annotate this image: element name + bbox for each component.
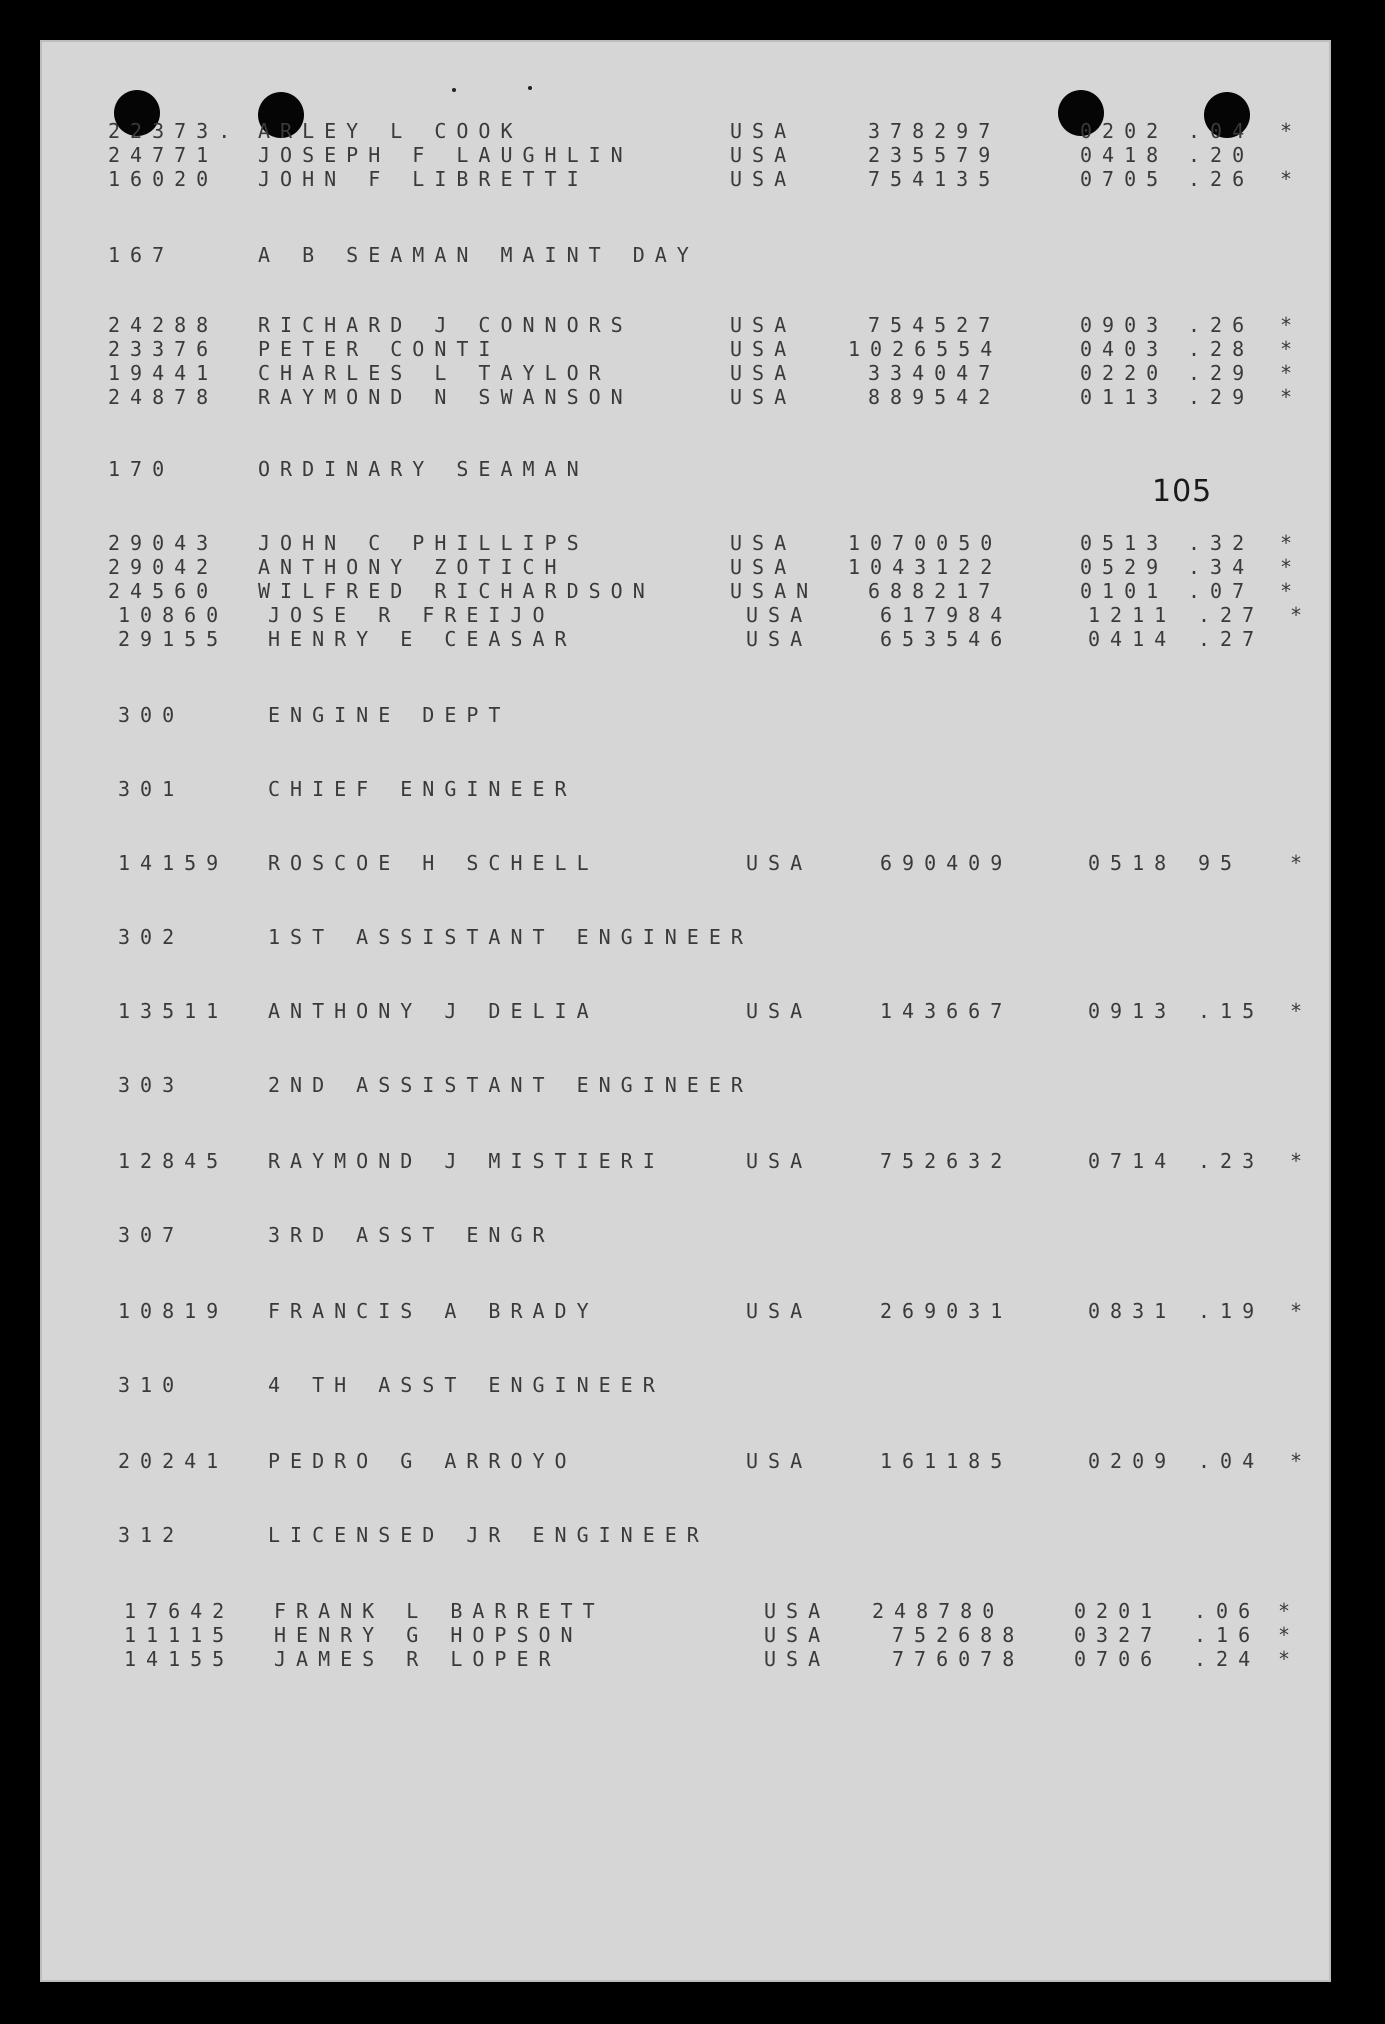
record-id: 24560 — [108, 579, 219, 603]
record-code: 0418 — [1080, 143, 1169, 167]
section-heading — [118, 702, 511, 728]
record-row — [118, 850, 1313, 876]
document-page — [40, 40, 1331, 1982]
record-citizenship: USA — [746, 1449, 813, 1473]
record-mark: * — [1280, 167, 1303, 191]
record-number: 269031 — [880, 1299, 1013, 1323]
record-code: 0201 — [1074, 1599, 1163, 1623]
record-mark: * — [1280, 313, 1303, 337]
record-mark: * — [1280, 361, 1303, 385]
record-citizenship: USA — [746, 851, 813, 875]
record-id: 20241 — [118, 1449, 229, 1473]
record-value: .15 — [1198, 999, 1265, 1023]
record-citizenship: USA — [730, 313, 797, 337]
section-code: 300 — [118, 703, 185, 727]
record-row — [108, 360, 1303, 386]
record-name: JOSEPH F LAUGHLIN — [258, 143, 633, 167]
record-mark: * — [1280, 119, 1303, 143]
section-code: 170 — [108, 457, 175, 481]
record-code: 0209 — [1088, 1449, 1177, 1473]
record-value: .23 — [1198, 1149, 1265, 1173]
section-heading — [118, 776, 577, 802]
record-code: 0706 — [1074, 1647, 1163, 1671]
record-id: 23376 — [108, 337, 219, 361]
record-id: 19441 — [108, 361, 219, 385]
record-value: .19 — [1198, 1299, 1265, 1323]
section-code: 303 — [118, 1073, 185, 1097]
record-citizenship: USA — [746, 603, 813, 627]
record-mark: * — [1280, 337, 1303, 361]
record-id: 14159 — [118, 851, 229, 875]
record-number: 754527 — [868, 313, 1001, 337]
section-code: 302 — [118, 925, 185, 949]
section-title: LICENSED JR ENGINEER — [268, 1523, 709, 1547]
record-code: 0831 — [1088, 1299, 1177, 1323]
section-title: CHIEF ENGINEER — [268, 777, 577, 801]
record-number: 161185 — [880, 1449, 1013, 1473]
record-mark: * — [1290, 1299, 1313, 1323]
record-id: 16020 — [108, 167, 219, 191]
record-name: HENRY E CEASAR — [268, 627, 577, 651]
record-number: 235579 — [868, 143, 1001, 167]
record-id: 24288 — [108, 313, 219, 337]
record-row — [108, 578, 1303, 604]
record-citizenship: USA — [730, 119, 797, 143]
record-name: RAYMOND N SWANSON — [258, 385, 633, 409]
record-value: .29 — [1188, 361, 1255, 385]
section-heading — [118, 1222, 555, 1248]
record-name: ANTHONY ZOTICH — [258, 555, 567, 579]
record-row — [108, 142, 1255, 168]
record-row — [108, 166, 1303, 192]
record-number: 1043122 — [848, 555, 1003, 579]
record-number: 776078 — [892, 1647, 1025, 1671]
record-value: .06 — [1194, 1599, 1261, 1623]
record-row — [108, 530, 1303, 556]
record-code: 0113 — [1080, 385, 1169, 409]
record-value: .26 — [1188, 167, 1255, 191]
record-name: HENRY G HOPSON — [274, 1623, 583, 1647]
record-name: ANTHONY J DELIA — [268, 999, 599, 1023]
record-code: 0101 — [1080, 579, 1169, 603]
record-number: 690409 — [880, 851, 1013, 875]
record-row — [124, 1598, 1301, 1624]
record-name: CHARLES L TAYLOR — [258, 361, 611, 385]
record-id: 14155 — [124, 1647, 235, 1671]
section-title: 3RD ASST ENGR — [268, 1223, 555, 1247]
record-row — [124, 1646, 1301, 1672]
record-citizenship: USA — [764, 1647, 831, 1671]
record-code: 0403 — [1080, 337, 1169, 361]
record-code: 0705 — [1080, 167, 1169, 191]
record-code: 1211 — [1088, 603, 1177, 627]
record-code: 0202 — [1080, 119, 1169, 143]
record-citizenship: USA — [764, 1623, 831, 1647]
record-row — [108, 118, 1303, 144]
section-title: 2ND ASSISTANT ENGINEER — [268, 1073, 753, 1097]
record-mark: * — [1290, 603, 1313, 627]
record-citizenship: USA — [730, 361, 797, 385]
record-value: .26 — [1188, 313, 1255, 337]
section-title: ORDINARY SEAMAN — [258, 457, 589, 481]
section-heading — [118, 1522, 709, 1548]
record-mark: * — [1280, 385, 1303, 409]
section-title: ENGINE DEPT — [268, 703, 511, 727]
section-heading — [118, 1372, 665, 1398]
record-value: .04 — [1188, 119, 1255, 143]
record-citizenship: USA — [730, 337, 797, 361]
record-citizenship: USA — [764, 1599, 831, 1623]
record-row — [108, 554, 1303, 580]
record-code: 0903 — [1080, 313, 1169, 337]
record-value: .29 — [1188, 385, 1255, 409]
record-name: JOSE R FREIJO — [268, 603, 555, 627]
record-name: RICHARD J CONNORS — [258, 313, 633, 337]
record-number: 143667 — [880, 999, 1013, 1023]
section-heading — [108, 242, 699, 268]
record-name: ARLEY L COOK — [258, 119, 523, 143]
record-id: 29043 — [108, 531, 219, 555]
record-citizenship: USA — [746, 999, 813, 1023]
record-name: JAMES R LOPER — [274, 1647, 561, 1671]
record-row — [124, 1622, 1301, 1648]
record-name: ROSCOE H SCHELL — [268, 851, 599, 875]
record-number: 688217 — [868, 579, 1001, 603]
record-value: 95 — [1198, 851, 1243, 875]
record-mark: * — [1290, 1149, 1313, 1173]
section-title: 1ST ASSISTANT ENGINEER — [268, 925, 753, 949]
record-citizenship: USAN — [730, 579, 819, 603]
record-row — [118, 626, 1265, 652]
record-number: 617984 — [880, 603, 1013, 627]
record-mark: * — [1290, 999, 1313, 1023]
record-value: .32 — [1188, 531, 1255, 555]
record-name: RAYMOND J MISTIERI — [268, 1149, 665, 1173]
section-title: 4 TH ASST ENGINEER — [268, 1373, 665, 1397]
record-id: 10860 — [118, 603, 229, 627]
record-citizenship: USA — [746, 1149, 813, 1173]
record-id: 24878 — [108, 385, 219, 409]
record-mark: * — [1290, 1449, 1313, 1473]
record-value: .07 — [1188, 579, 1255, 603]
record-id: 10819 — [118, 1299, 229, 1323]
record-number: 752688 — [892, 1623, 1025, 1647]
record-name: FRANK L BARRETT — [274, 1599, 605, 1623]
record-number: 653546 — [880, 627, 1013, 651]
record-number: 334047 — [868, 361, 1001, 385]
record-code: 0518 — [1088, 851, 1177, 875]
record-mark: * — [1278, 1623, 1301, 1647]
record-code: 0414 — [1088, 627, 1177, 651]
record-citizenship: USA — [730, 385, 797, 409]
section-code: 301 — [118, 777, 185, 801]
record-citizenship: USA — [730, 143, 797, 167]
record-row — [118, 998, 1313, 1024]
speck — [528, 86, 532, 90]
record-row — [108, 336, 1303, 362]
record-id: 11115 — [124, 1623, 235, 1647]
record-id: 24771 — [108, 143, 219, 167]
record-number: 754135 — [868, 167, 1001, 191]
record-value: .27 — [1198, 627, 1265, 651]
record-citizenship: USA — [746, 627, 813, 651]
record-name: FRANCIS A BRADY — [268, 1299, 599, 1323]
section-title: A B SEAMAN MAINT DAY — [258, 243, 699, 267]
section-code: 307 — [118, 1223, 185, 1247]
record-citizenship: USA — [746, 1299, 813, 1323]
section-code: 312 — [118, 1523, 185, 1547]
record-id: 29155 — [118, 627, 229, 651]
record-code: 0913 — [1088, 999, 1177, 1023]
record-id: 12845 — [118, 1149, 229, 1173]
record-value: .04 — [1198, 1449, 1265, 1473]
record-row — [118, 602, 1313, 628]
section-heading — [108, 456, 589, 482]
record-name: PEDRO G ARROYO — [268, 1449, 577, 1473]
record-value: .34 — [1188, 555, 1255, 579]
page-number: 105 — [1152, 474, 1213, 509]
record-citizenship: USA — [730, 555, 797, 579]
record-value: .27 — [1198, 603, 1265, 627]
record-value: .24 — [1194, 1647, 1261, 1671]
record-number: 378297 — [868, 119, 1001, 143]
record-number: 752632 — [880, 1149, 1013, 1173]
record-mark: * — [1278, 1599, 1301, 1623]
record-row — [118, 1298, 1313, 1324]
section-code: 310 — [118, 1373, 185, 1397]
record-citizenship: USA — [730, 531, 797, 555]
record-code: 0220 — [1080, 361, 1169, 385]
record-value: .16 — [1194, 1623, 1261, 1647]
record-mark: * — [1278, 1647, 1301, 1671]
record-mark: * — [1280, 555, 1303, 579]
record-id: 22373. — [108, 119, 241, 143]
record-number: 889542 — [868, 385, 1001, 409]
record-name: PETER CONTI — [258, 337, 501, 361]
record-code: 0327 — [1074, 1623, 1163, 1647]
record-row — [108, 384, 1303, 410]
record-id: 29042 — [108, 555, 219, 579]
section-code: 167 — [108, 243, 175, 267]
record-id: 17642 — [124, 1599, 235, 1623]
section-heading — [118, 1072, 753, 1098]
record-code: 0529 — [1080, 555, 1169, 579]
speck — [452, 88, 456, 92]
record-value: .20 — [1188, 143, 1255, 167]
record-mark: * — [1290, 851, 1313, 875]
record-row — [118, 1148, 1313, 1174]
record-name: WILFRED RICHARDSON — [258, 579, 655, 603]
record-value: .28 — [1188, 337, 1255, 361]
record-mark: * — [1280, 579, 1303, 603]
record-id: 13511 — [118, 999, 229, 1023]
record-name: JOHN C PHILLIPS — [258, 531, 589, 555]
record-number: 248780 — [872, 1599, 1005, 1623]
section-heading — [118, 924, 753, 950]
record-row — [118, 1448, 1313, 1474]
record-number: 1026554 — [848, 337, 1003, 361]
record-citizenship: USA — [730, 167, 797, 191]
record-name: JOHN F LIBRETTI — [258, 167, 589, 191]
record-number: 1070050 — [848, 531, 1003, 555]
record-code: 0513 — [1080, 531, 1169, 555]
record-mark: * — [1280, 531, 1303, 555]
record-code: 0714 — [1088, 1149, 1177, 1173]
record-row — [108, 312, 1303, 338]
